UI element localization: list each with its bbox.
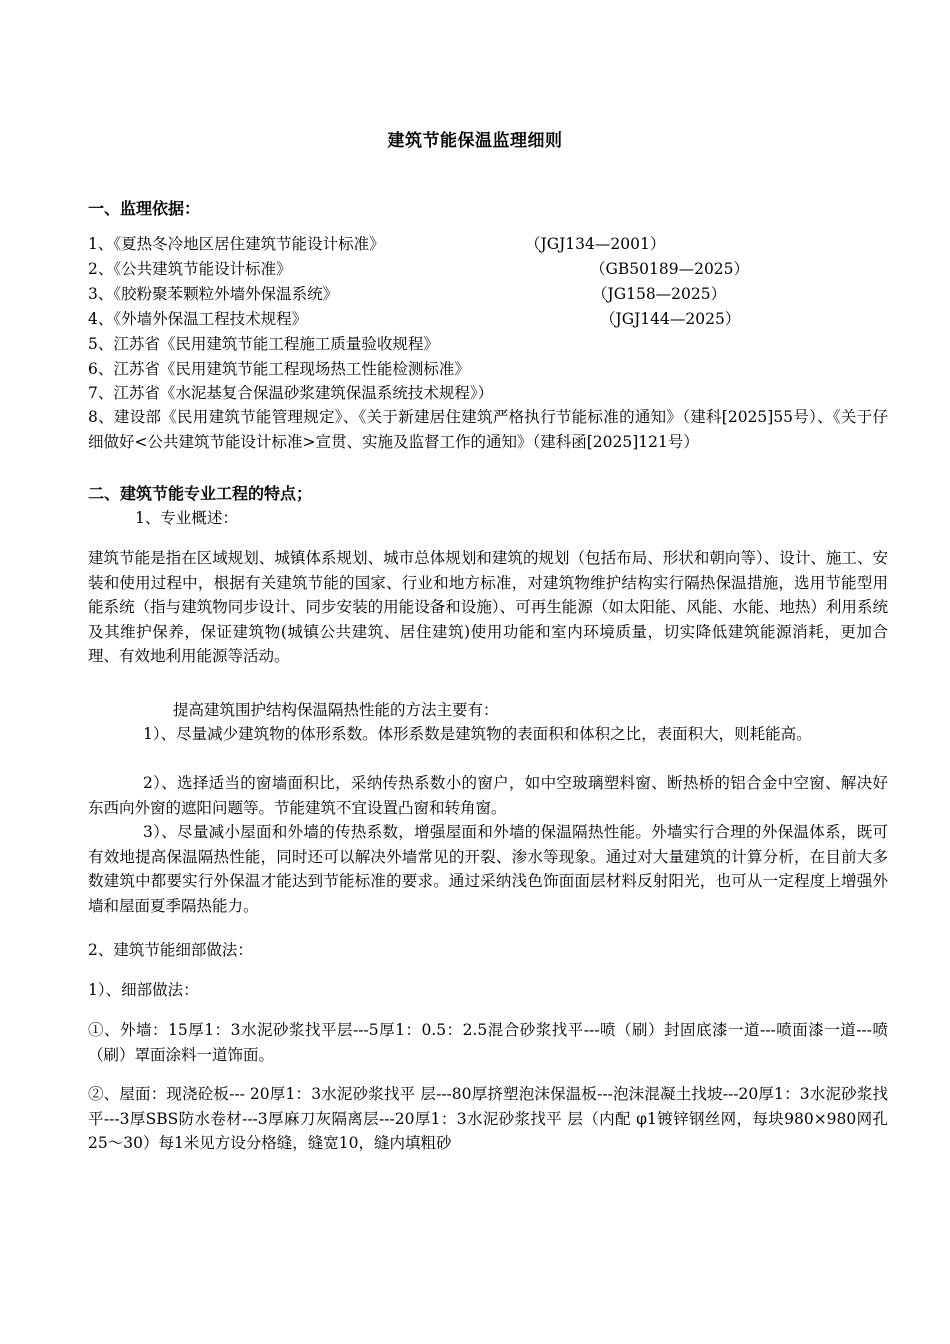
detail-roof: ②、屋面：现浇砼板--- 20厚1：3水泥砂浆找平 层---80厚挤塑泡沫保温板---泡沫混凝土找坡---20厚1：3水泥砂浆找平---3厚SBS防水卷材---3厚麻刀灰隔离层---20厚1：3水泥砂浆找平 层（内配 φ1镀锌钢丝网，每块980×980网孔25～30）每1米见方设分格缝，缝宽10，缝内填粗砂 — [88, 1085, 888, 1153]
subsection-details-1: 1）、细部做法： — [88, 981, 199, 999]
ref-5: 5、江苏省《民用建筑节能工程施工质量验收规程》 — [88, 335, 439, 353]
ref-7: 7、江苏省《水泥基复合保温砂浆建筑保温系统技术规程》） — [88, 384, 494, 402]
methods-intro: 提高建筑围护结构保温隔热性能的方法主要有： — [173, 701, 499, 719]
method-3: 3）、尽量减小屋面和外墙的传热系数，增强屋面和外墙的保温隔热性能。外墙实行合理的外保温体系，既可有效地提高保温隔热性能，同时还可以解决外墙常见的开裂、渗水等现象。通过对大量建筑的计算分析，在目前大多数建筑中都要实行外保温才能达到节能标准的要求。通过采纳浅色饰面面层材料反射阳光，也可从一定程度上增强外墙和屋面夏季隔热能力。 — [88, 823, 888, 915]
ref-1: 1、《夏热冬冷地区居住建筑节能设计标准》 — [88, 235, 385, 253]
ref-2: 2、《公共建筑节能设计标准》 — [88, 260, 292, 278]
ref-3: 3、《胶粉聚苯颗粒外墙外保温系统》 — [88, 285, 339, 303]
detail-exterior-wall: ①、外墙：15厚1：3水泥砂浆找平层---5厚1：0.5：2.5混合砂浆找平---喷（刷）封固底漆一道---喷面漆一道---喷（刷）罩面涂料一道饰面。 — [88, 1021, 888, 1064]
ref-1-code: （JGJ134—2001） — [525, 235, 666, 253]
section1-heading: 一、监理依据： — [88, 199, 201, 218]
ref-3-code: （JG158—2025） — [592, 285, 727, 303]
ref-4: 4、《外墙外保温工程技术规程》 — [88, 310, 308, 328]
overview-paragraph: 建筑节能是指在区域规划、城镇体系规划、城市总体规划和建筑的规划（包括布局、形状和朝向等）、设计、施工、安装和使用过程中，根据有关建筑节能的国家、行业和地方标准，对建筑物维护结构实行隔热保温措施，选用节能型用能系统（指与建筑物同步设计、同步安装的用能设备和设施）、可再生能源（如太阳能、风能、水能、地热）利用系统及其维护保养，保证建筑物(城镇公共建筑、居住建筑)使用功能和室内环境质量，切实降低建筑能源消耗，更加合理、有效地利用能源等活动。 — [88, 549, 888, 666]
ref-4-code: （JGJ144—2025） — [600, 310, 741, 328]
ref-6: 6、江苏省《民用建筑节能工程现场热工性能检测标准》 — [88, 360, 470, 378]
subsection-details: 2、建筑节能细部做法： — [88, 941, 253, 959]
ref-2-code: （GB50189—2025） — [590, 260, 750, 278]
subsection-overview: 1、专业概述： — [135, 509, 238, 527]
document-title: 建筑节能保温监理细则 — [387, 131, 563, 151]
ref-8: 8、建设部《民用建筑节能管理规定》、《关于新建居住建筑严格执行节能标准的通知》（建科[2025]55号）、《关于仔细做好<公共建筑节能设计标准>宣贯、实施及监督工作的通知》（建科函[2025]121号） — [88, 408, 888, 451]
section2-heading: 二、建筑节能专业工程的特点； — [88, 484, 313, 503]
method-1: 1）、尽量减少建筑物的体形系数。体形系数是建筑物的表面积和体积之比，表面积大，则耗能高。 — [143, 725, 812, 743]
method-2: 2）、选择适当的窗墙面积比，采纳传热系数小的窗户，如中空玻璃塑料窗、断热桥的铝合金中空窗、解决好东西向外窗的遮阳问题等。节能建筑不宜设置凸窗和转角窗。 — [88, 774, 888, 817]
